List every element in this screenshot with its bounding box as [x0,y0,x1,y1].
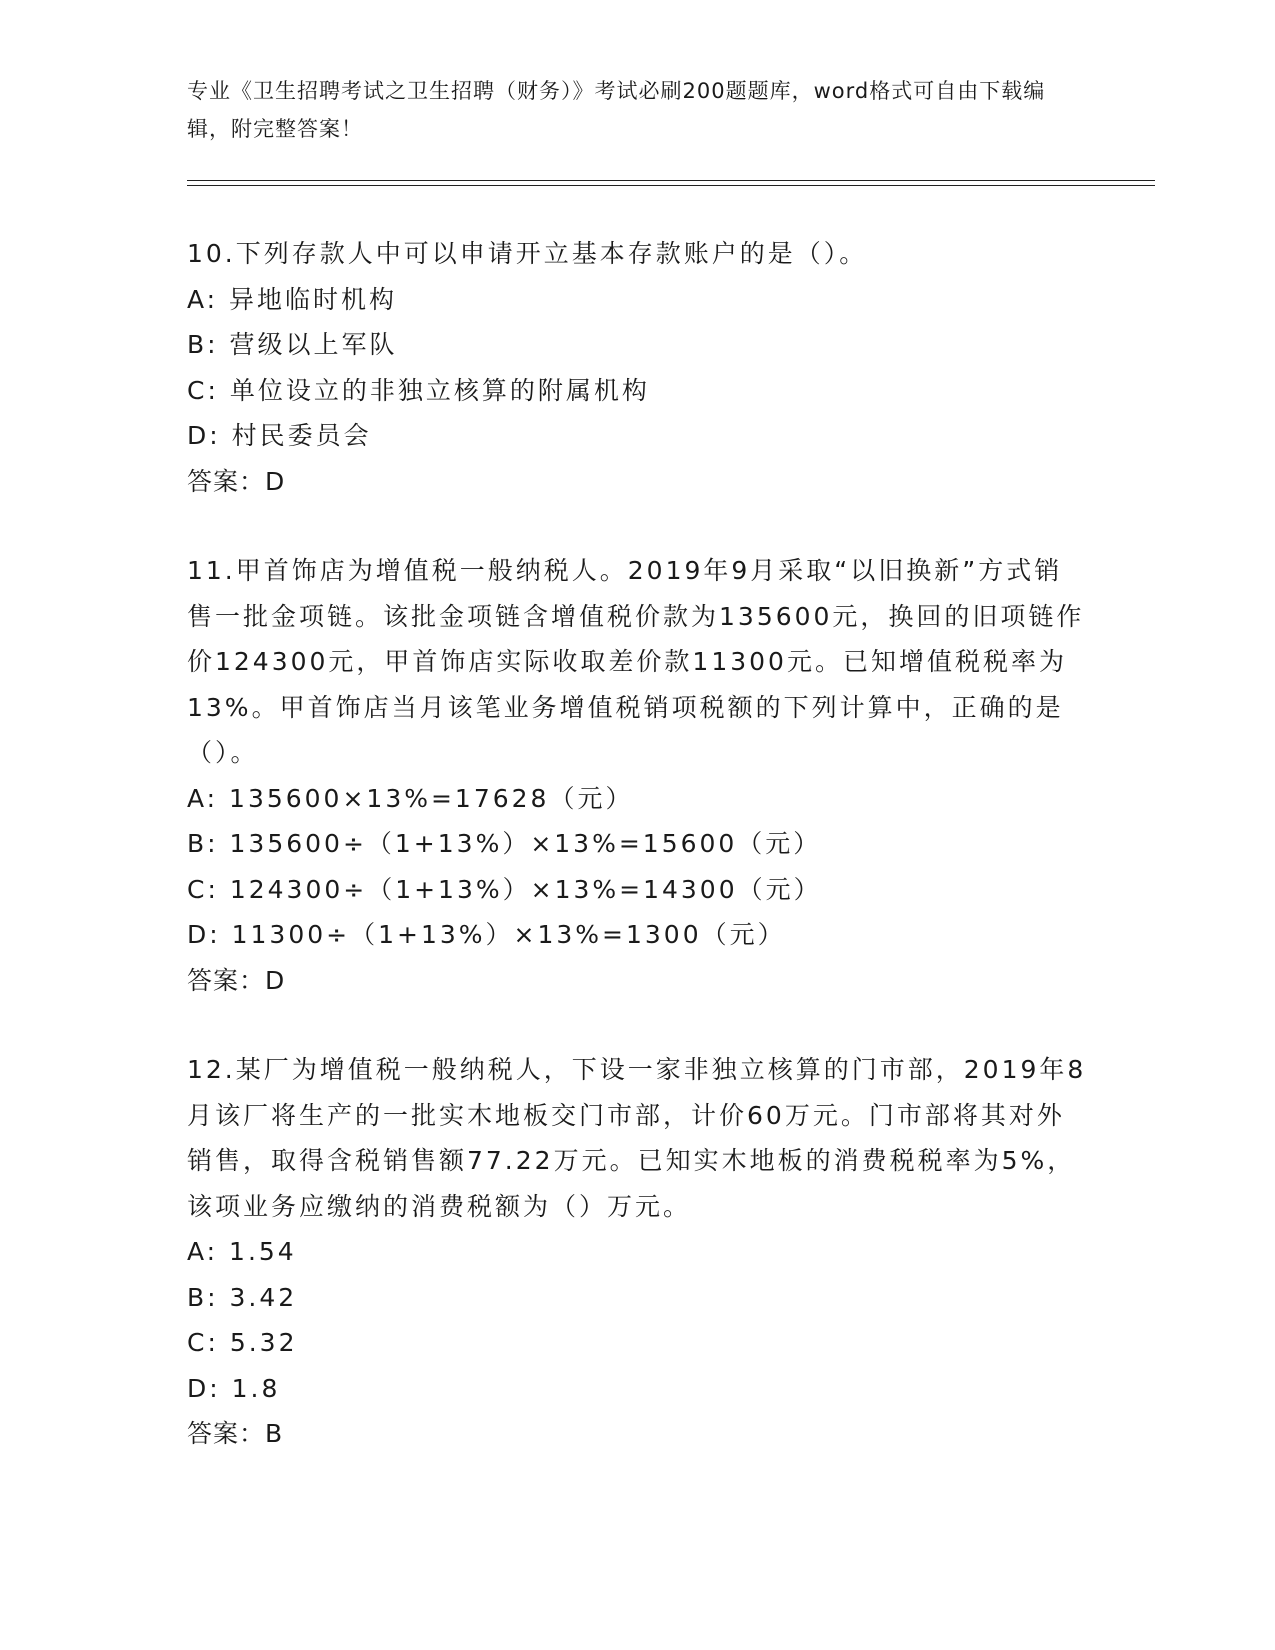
question-stem: 11.甲首饰店为增值税一般纳税人。2019年9月采取“以旧换新”方式销售一批金项链。该批金项链含增值税价款为135600元，换回的旧项链作价124300元，甲首饰店实际收取差价款11300元。已知增值税税率为13%。甲首饰店当月该笔业务增值税销项税额的下列计算中，正确的是（）。 [187,556,1085,767]
header-divider-top [187,180,1155,181]
question-12 [187,1047,1087,1457]
option-a: A: 1.54 [187,1237,297,1266]
question-list [187,231,1087,1457]
option-c: C: 124300÷（1+13%）×13%=14300（元） [187,874,822,904]
option-a: A: 135600×13%=17628（元） [187,783,634,813]
option-d: D: 1.8 [187,1373,281,1403]
question-11 [187,548,1087,1003]
question-stem: 10.下列存款人中可以申请开立基本存款账户的是（）。 [187,239,868,268]
option-d: D: 11300÷（1+13%）×13%=1300（元） [187,920,786,949]
answer-line: 答案：D [187,466,286,496]
option-b: B: 营级以上军队 [187,330,398,359]
question-10 [187,231,1087,504]
option-b: B: 135600÷（1+13%）×13%=15600（元） [187,829,822,858]
option-d: D: 村民委员会 [187,421,372,450]
option-a: A: 异地临时机构 [187,284,398,314]
document-header: 专业《卫生招聘考试之卫生招聘（财务）》考试必刷200题题库，word格式可自由下载编辑，附完整答案！ [187,79,1046,141]
option-c: C: 5.32 [187,1328,298,1357]
answer-line: 答案：B [187,1419,284,1448]
question-stem: 12.某厂为增值税一般纳税人，下设一家非独立核算的门市部，2019年8月该厂将生产的一批实木地板交门市部，计价60万元。门市部将其对外销售，取得含税销售额77.22万元。已知实木地板的消费税税率为5%，该项业务应缴纳的消费税额为（）万元。 [187,1055,1087,1221]
option-b: B: 3.42 [187,1282,298,1312]
option-c: C: 单位设立的非独立核算的附属机构 [187,375,650,405]
answer-line: 答案：D [187,965,286,995]
header-divider-bottom [187,185,1155,186]
